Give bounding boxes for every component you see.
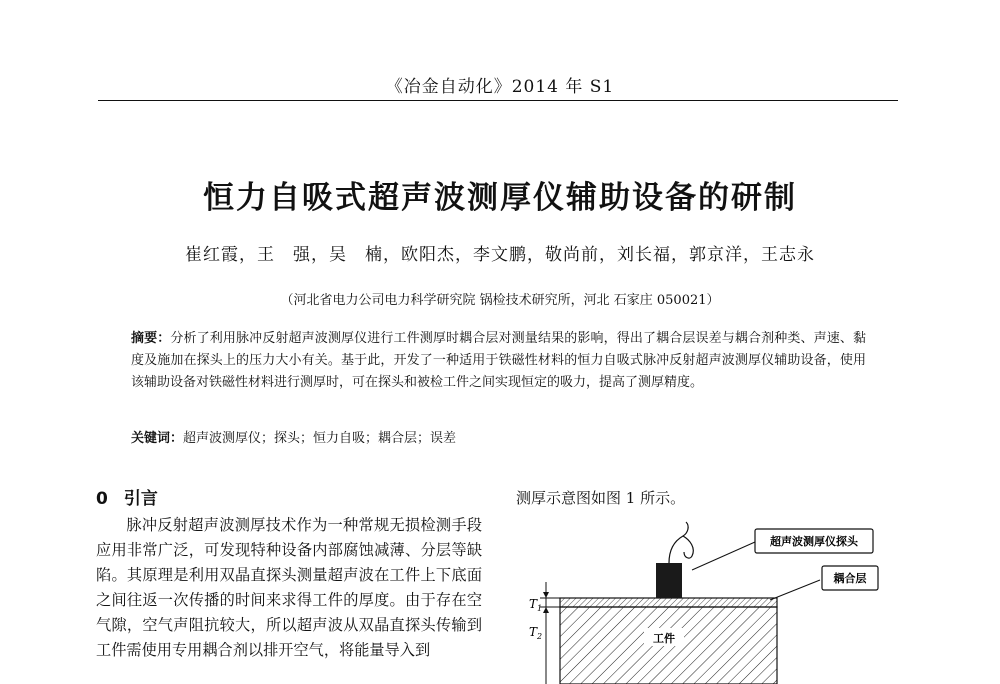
t2-label: T bbox=[529, 625, 538, 639]
workpiece-label: 工件 bbox=[653, 632, 675, 645]
t1-label: T bbox=[529, 597, 538, 611]
probe-label: 超声波测厚仪探头 bbox=[770, 535, 858, 548]
affiliation: （河北省电力公司电力科学研究院 锅检技术研究所，河北 石家庄 050021） bbox=[280, 293, 720, 308]
figure-1 bbox=[520, 518, 890, 684]
paper-title: 恒力自吸式超声波测厚仪辅助设备的研制 bbox=[203, 180, 797, 216]
section-title: 引言 bbox=[123, 489, 158, 509]
header-rule bbox=[98, 100, 898, 101]
coupling-label: 耦合层 bbox=[833, 572, 867, 585]
abstract-label: 摘要： bbox=[131, 331, 171, 346]
thickness-measurement-diagram bbox=[520, 518, 890, 684]
section-heading bbox=[96, 484, 158, 509]
abstract-text: 分析了利用脉冲反射超声波测厚仪进行工件测厚时耦合层对测量结果的影响，得出了耦合层误差与耦合剂种类、声速、黏度及施加在探头上的压力大小有关。基于此，开发了一种适用于铁磁性材料的恒力自吸式脉冲反射超声波测厚仪辅助设备，使用该辅助设备对铁磁性材料进行测厚时，可在探头和被检工件之间实现恒定的吸力，提高了测厚精度。 bbox=[131, 331, 866, 390]
keywords bbox=[131, 427, 866, 446]
keywords-label: 关键词： bbox=[131, 431, 184, 446]
t1-subscript: 1 bbox=[537, 604, 543, 613]
figure-reference-text: 测厚示意图如图 1 所示。 bbox=[516, 489, 686, 507]
abstract bbox=[131, 328, 866, 394]
section-number: 0 bbox=[96, 489, 108, 509]
coupling-layer bbox=[560, 598, 777, 607]
journal-header: 《冶金自动化》2014 年 S1 bbox=[385, 77, 615, 97]
svg-text:T2 bbox=[529, 625, 542, 641]
keywords-text: 超声波测厚仪；探头；恒力自吸；耦合层；误差 bbox=[183, 431, 457, 446]
author-list: 崔红霞，王 强，吴 楠，欧阳杰，李文鹏，敬尚前，刘长福，郭京洋，王志永 bbox=[185, 245, 815, 265]
svg-text:T1 bbox=[529, 597, 542, 613]
intro-body bbox=[96, 513, 482, 663]
t2-subscript: 2 bbox=[537, 632, 543, 641]
probe-body bbox=[656, 563, 682, 598]
intro-paragraph: 脉冲反射超声波测厚技术作为一种常规无损检测手段应用非常广泛，可发现特种设备内部腐蚀减薄、分层等缺陷。其原理是利用双晶直探头测量超声波在工件上下底面之间往返一次传播的时间来求得工件的厚度。由于存在空气隙，空气声阻抗较大，所以超声波从双晶直探头传输到工件需使用专用耦合剂以排开空气，将能量导入到 bbox=[96, 516, 482, 659]
